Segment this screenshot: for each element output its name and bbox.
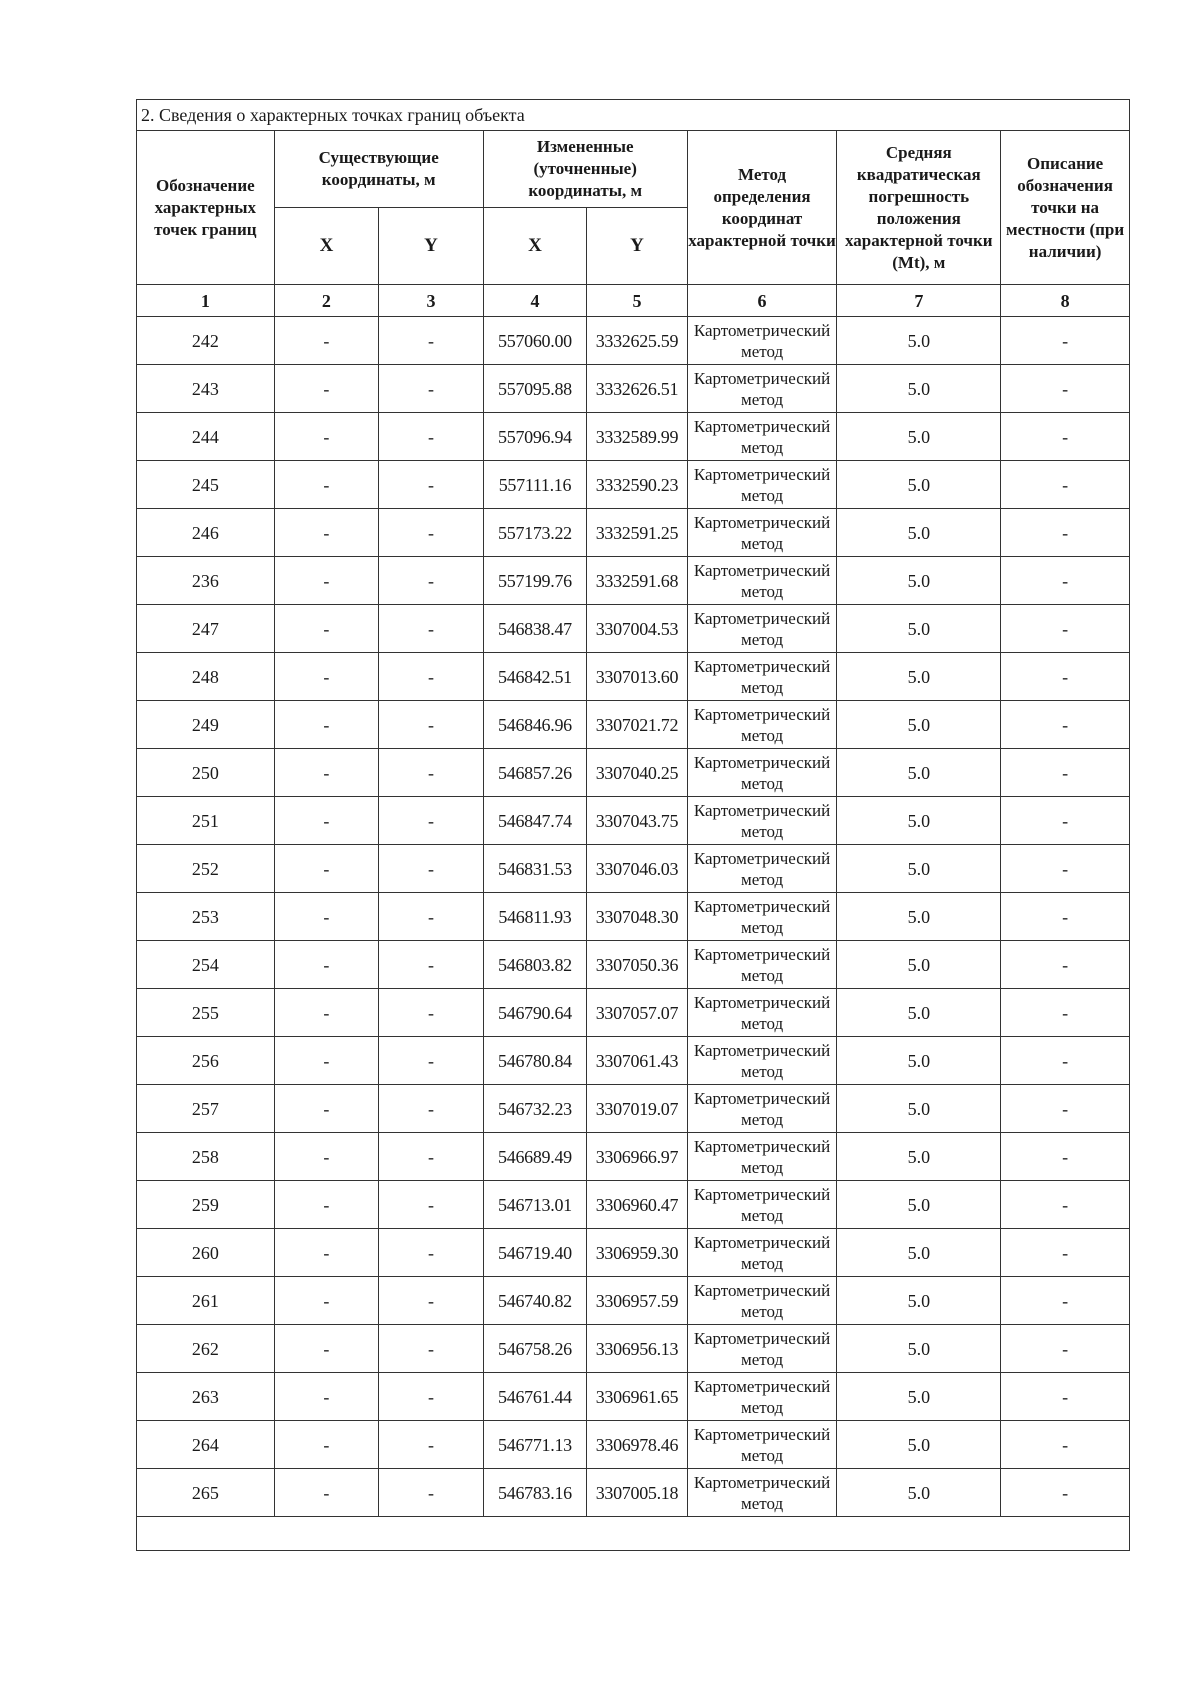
method-cell: Картометрический метод [687,605,837,653]
column-number: 1 [137,285,275,317]
changed-y-cell: 3306957.59 [587,1277,687,1325]
mean-square-error-cell: 5.0 [837,1085,1001,1133]
existing-y-cell: - [379,1133,484,1181]
point-designation-cell: 254 [137,941,275,989]
existing-y-cell: - [379,1229,484,1277]
changed-x-cell: 546831.53 [483,845,587,893]
description-cell: - [1001,1037,1130,1085]
method-cell: Картометрический метод [687,1373,837,1421]
mean-square-error-cell: 5.0 [837,749,1001,797]
header-changed-y: Y [587,208,687,285]
description-cell: - [1001,941,1130,989]
existing-x-cell: - [274,365,379,413]
point-designation-cell: 249 [137,701,275,749]
changed-y-cell: 3306960.47 [587,1181,687,1229]
existing-y-cell: - [379,1421,484,1469]
changed-y-cell: 3307046.03 [587,845,687,893]
description-cell: - [1001,557,1130,605]
table-row [137,1421,1130,1469]
mean-square-error-cell: 5.0 [837,1373,1001,1421]
mean-square-error-cell: 5.0 [837,701,1001,749]
point-designation-cell: 255 [137,989,275,1037]
method-cell: Картометрический метод [687,557,837,605]
mean-square-error-cell: 5.0 [837,1133,1001,1181]
table-row [137,749,1130,797]
description-cell: - [1001,1325,1130,1373]
method-cell: Картометрический метод [687,1229,837,1277]
existing-y-cell: - [379,557,484,605]
existing-y-cell: - [379,1085,484,1133]
existing-x-cell: - [274,989,379,1037]
method-cell: Картометрический метод [687,1181,837,1229]
changed-x-cell: 557199.76 [483,557,587,605]
description-cell: - [1001,701,1130,749]
existing-x-cell: - [274,749,379,797]
changed-x-cell: 546846.96 [483,701,587,749]
point-designation-cell: 258 [137,1133,275,1181]
point-designation-cell: 236 [137,557,275,605]
point-designation-cell: 244 [137,413,275,461]
changed-x-cell: 557095.88 [483,365,587,413]
method-cell: Картометрический метод [687,749,837,797]
description-cell: - [1001,893,1130,941]
existing-y-cell: - [379,365,484,413]
existing-x-cell: - [274,461,379,509]
existing-y-cell: - [379,605,484,653]
mean-square-error-cell: 5.0 [837,557,1001,605]
mean-square-error-cell: 5.0 [837,653,1001,701]
column-number: 7 [837,285,1001,317]
existing-y-cell: - [379,1037,484,1085]
method-cell: Картометрический метод [687,797,837,845]
changed-x-cell: 546842.51 [483,653,587,701]
existing-x-cell: - [274,653,379,701]
existing-y-cell: - [379,461,484,509]
table-row [137,1277,1130,1325]
description-cell: - [1001,1469,1130,1517]
changed-y-cell: 3332625.59 [587,317,687,365]
point-designation-cell: 248 [137,653,275,701]
changed-y-cell: 3307005.18 [587,1469,687,1517]
mean-square-error-cell: 5.0 [837,1037,1001,1085]
changed-x-cell: 557111.16 [483,461,587,509]
point-designation-cell: 262 [137,1325,275,1373]
existing-y-cell: - [379,317,484,365]
mean-square-error-cell: 5.0 [837,1277,1001,1325]
point-designation-cell: 259 [137,1181,275,1229]
point-designation-cell: 253 [137,893,275,941]
existing-y-cell: - [379,509,484,557]
table-row [137,1373,1130,1421]
table-footer-cell [137,1517,1130,1551]
existing-x-cell: - [274,509,379,557]
existing-y-cell: - [379,749,484,797]
point-designation-cell: 246 [137,509,275,557]
changed-x-cell: 546783.16 [483,1469,587,1517]
table-row [137,1133,1130,1181]
point-designation-cell: 257 [137,1085,275,1133]
existing-y-cell: - [379,701,484,749]
point-designation-cell: 243 [137,365,275,413]
section-title: 2. Сведения о характерных точках границ объекта [137,100,1130,131]
existing-x-cell: - [274,1229,379,1277]
description-cell: - [1001,653,1130,701]
document-sheet [136,99,1130,1551]
changed-x-cell: 546719.40 [483,1229,587,1277]
table-row [137,1037,1130,1085]
mean-square-error-cell: 5.0 [837,461,1001,509]
changed-x-cell: 557096.94 [483,413,587,461]
header-point-designation: Обозначение характерных точек границ [137,131,275,285]
existing-x-cell: - [274,701,379,749]
changed-x-cell: 557060.00 [483,317,587,365]
point-designation-cell: 256 [137,1037,275,1085]
table-row [137,557,1130,605]
method-cell: Картометрический метод [687,509,837,557]
method-cell: Картометрический метод [687,989,837,1037]
existing-x-cell: - [274,1181,379,1229]
changed-x-cell: 557173.22 [483,509,587,557]
table-row [137,989,1130,1037]
changed-y-cell: 3306956.13 [587,1325,687,1373]
description-cell: - [1001,797,1130,845]
changed-x-cell: 546713.01 [483,1181,587,1229]
description-cell: - [1001,461,1130,509]
changed-y-cell: 3307043.75 [587,797,687,845]
description-cell: - [1001,1229,1130,1277]
changed-y-cell: 3307040.25 [587,749,687,797]
changed-y-cell: 3332589.99 [587,413,687,461]
existing-y-cell: - [379,845,484,893]
existing-x-cell: - [274,797,379,845]
changed-y-cell: 3307061.43 [587,1037,687,1085]
changed-x-cell: 546857.26 [483,749,587,797]
table-row [137,797,1130,845]
changed-x-cell: 546790.64 [483,989,587,1037]
mean-square-error-cell: 5.0 [837,989,1001,1037]
table-row [137,1229,1130,1277]
description-cell: - [1001,1277,1130,1325]
existing-x-cell: - [274,1133,379,1181]
table-row [137,605,1130,653]
table-row [137,653,1130,701]
header-existing-y: Y [379,208,484,285]
description-cell: - [1001,1085,1130,1133]
description-cell: - [1001,1181,1130,1229]
method-cell: Картометрический метод [687,1085,837,1133]
existing-y-cell: - [379,1277,484,1325]
table-row [137,317,1130,365]
changed-y-cell: 3307004.53 [587,605,687,653]
point-designation-cell: 250 [137,749,275,797]
method-cell: Картометрический метод [687,1325,837,1373]
description-cell: - [1001,317,1130,365]
changed-x-cell: 546758.26 [483,1325,587,1373]
boundary-points-table [136,99,1130,1551]
table-row [137,893,1130,941]
changed-y-cell: 3307050.36 [587,941,687,989]
column-number: 2 [274,285,379,317]
method-cell: Картометрический метод [687,1133,837,1181]
mean-square-error-cell: 5.0 [837,797,1001,845]
mean-square-error-cell: 5.0 [837,413,1001,461]
point-designation-cell: 263 [137,1373,275,1421]
table-row [137,1469,1130,1517]
existing-x-cell: - [274,845,379,893]
existing-y-cell: - [379,1325,484,1373]
changed-x-cell: 546811.93 [483,893,587,941]
existing-x-cell: - [274,1037,379,1085]
existing-x-cell: - [274,1421,379,1469]
description-cell: - [1001,605,1130,653]
column-number: 3 [379,285,484,317]
existing-y-cell: - [379,893,484,941]
existing-y-cell: - [379,1469,484,1517]
table-row [137,1325,1130,1373]
changed-y-cell: 3307019.07 [587,1085,687,1133]
description-cell: - [1001,1421,1130,1469]
column-number-row [137,285,1130,317]
header-changed-coordinates: Измененные (уточненные) координаты, м [483,131,687,208]
description-cell: - [1001,749,1130,797]
method-cell: Картометрический метод [687,1421,837,1469]
header-description: Описание обозначения точки на местности (при наличии) [1001,131,1130,285]
column-number: 8 [1001,285,1130,317]
existing-x-cell: - [274,557,379,605]
existing-x-cell: - [274,317,379,365]
mean-square-error-cell: 5.0 [837,605,1001,653]
existing-x-cell: - [274,893,379,941]
description-cell: - [1001,1133,1130,1181]
mean-square-error-cell: 5.0 [837,1229,1001,1277]
description-cell: - [1001,365,1130,413]
description-cell: - [1001,509,1130,557]
point-designation-cell: 245 [137,461,275,509]
description-cell: - [1001,845,1130,893]
changed-y-cell: 3307048.30 [587,893,687,941]
existing-x-cell: - [274,1373,379,1421]
point-designation-cell: 252 [137,845,275,893]
method-cell: Картометрический метод [687,413,837,461]
description-cell: - [1001,989,1130,1037]
method-cell: Картометрический метод [687,701,837,749]
existing-x-cell: - [274,413,379,461]
header-mean-square-error: Средняя квадратическая погрешность положения характерной точки (Mt), м [837,131,1001,285]
method-cell: Картометрический метод [687,941,837,989]
existing-x-cell: - [274,941,379,989]
table-row [137,845,1130,893]
method-cell: Картометрический метод [687,317,837,365]
mean-square-error-cell: 5.0 [837,845,1001,893]
mean-square-error-cell: 5.0 [837,893,1001,941]
existing-y-cell: - [379,989,484,1037]
changed-x-cell: 546803.82 [483,941,587,989]
mean-square-error-cell: 5.0 [837,1325,1001,1373]
method-cell: Картометрический метод [687,1037,837,1085]
table-row [137,413,1130,461]
changed-x-cell: 546740.82 [483,1277,587,1325]
description-cell: - [1001,1373,1130,1421]
changed-x-cell: 546780.84 [483,1037,587,1085]
table-row [137,509,1130,557]
changed-y-cell: 3332590.23 [587,461,687,509]
mean-square-error-cell: 5.0 [837,1181,1001,1229]
existing-x-cell: - [274,1469,379,1517]
table-row [137,701,1130,749]
changed-y-cell: 3332626.51 [587,365,687,413]
existing-y-cell: - [379,653,484,701]
changed-y-cell: 3306978.46 [587,1421,687,1469]
changed-x-cell: 546771.13 [483,1421,587,1469]
existing-x-cell: - [274,1325,379,1373]
existing-x-cell: - [274,1085,379,1133]
changed-y-cell: 3306959.30 [587,1229,687,1277]
table-row [137,365,1130,413]
point-designation-cell: 260 [137,1229,275,1277]
table-row [137,1181,1130,1229]
changed-y-cell: 3332591.68 [587,557,687,605]
changed-x-cell: 546761.44 [483,1373,587,1421]
existing-x-cell: - [274,1277,379,1325]
existing-y-cell: - [379,1181,484,1229]
existing-y-cell: - [379,797,484,845]
header-changed-x: X [483,208,587,285]
changed-x-cell: 546847.74 [483,797,587,845]
mean-square-error-cell: 5.0 [837,365,1001,413]
mean-square-error-cell: 5.0 [837,317,1001,365]
point-designation-cell: 261 [137,1277,275,1325]
column-number: 5 [587,285,687,317]
existing-y-cell: - [379,1373,484,1421]
method-cell: Картометрический метод [687,893,837,941]
mean-square-error-cell: 5.0 [837,1421,1001,1469]
point-designation-cell: 264 [137,1421,275,1469]
description-cell: - [1001,413,1130,461]
table-footer-row [137,1517,1130,1551]
mean-square-error-cell: 5.0 [837,509,1001,557]
table-row [137,461,1130,509]
method-cell: Картометрический метод [687,653,837,701]
point-designation-cell: 265 [137,1469,275,1517]
method-cell: Картометрический метод [687,461,837,509]
changed-x-cell: 546838.47 [483,605,587,653]
changed-y-cell: 3306966.97 [587,1133,687,1181]
changed-y-cell: 3307013.60 [587,653,687,701]
method-cell: Картометрический метод [687,365,837,413]
existing-x-cell: - [274,605,379,653]
changed-x-cell: 546689.49 [483,1133,587,1181]
method-cell: Картометрический метод [687,845,837,893]
changed-y-cell: 3332591.25 [587,509,687,557]
method-cell: Картометрический метод [687,1277,837,1325]
method-cell: Картометрический метод [687,1469,837,1517]
table-row [137,1085,1130,1133]
point-designation-cell: 247 [137,605,275,653]
column-number: 4 [483,285,587,317]
changed-x-cell: 546732.23 [483,1085,587,1133]
existing-y-cell: - [379,941,484,989]
header-method: Метод определения координат характерной точки [687,131,837,285]
existing-y-cell: - [379,413,484,461]
table-row [137,941,1130,989]
column-number: 6 [687,285,837,317]
changed-y-cell: 3306961.65 [587,1373,687,1421]
changed-y-cell: 3307057.07 [587,989,687,1037]
point-designation-cell: 251 [137,797,275,845]
mean-square-error-cell: 5.0 [837,941,1001,989]
mean-square-error-cell: 5.0 [837,1469,1001,1517]
changed-y-cell: 3307021.72 [587,701,687,749]
header-existing-coordinates: Существующие координаты, м [274,131,483,208]
point-designation-cell: 242 [137,317,275,365]
header-existing-x: X [274,208,379,285]
